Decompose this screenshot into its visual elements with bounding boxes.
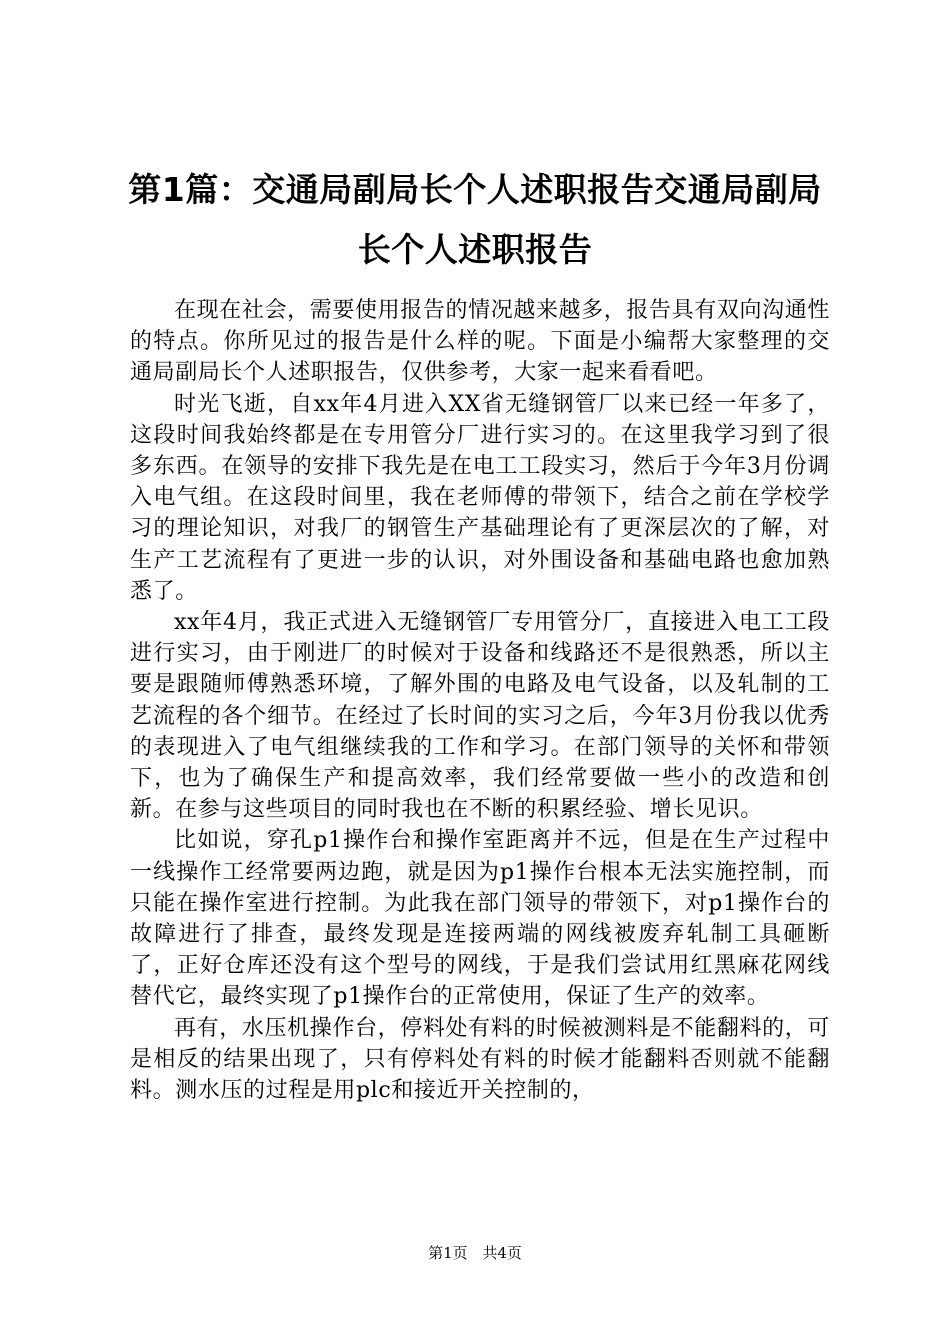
paragraph: xx年4月，我正式进入无缝钢管厂专用管分厂，直接进入电工工段进行实习，由于刚进厂的时候对于设备和线路还不是很熟悉，所以主要是跟随师傅熟悉环境，了解外围的电路及电气设备，以及轧制的工艺流程的各个细节。在经过了长时间的实习之后，今年3月份我以优秀的表现进入了电气组继续我的工作和学习。在部门领导的关怀和带领下，也为了确保生产和提高效率，我们经常要做一些小的改造和创新。在参与这些项目的同时我也在不断的积累经验、增长见识。 xyxy=(130,610,830,823)
document-title: 第1篇：交通局副局长个人述职报告交通局副局长个人述职报告 xyxy=(128,170,822,269)
page-footer xyxy=(0,1243,950,1263)
page-number: 第1页 xyxy=(428,1244,468,1262)
document-body xyxy=(130,295,830,1106)
paragraph: 再有，水压机操作台，停料处有料的时候被测料是不能翻料的，可是相反的结果出现了，只有停料处有料的时候才能翻料否则就不能翻料。测水压的过程是用plc和接近开关控制的， xyxy=(130,1015,830,1104)
paragraph: 比如说，穿孔p1操作台和操作室距离并不远，但是在生产过程中一线操作工经常要两边跑，就是因为p1操作台根本无法实施控制，而只能在操作室进行控制。为此我在部门领导的带领下，对p1操作台的故障进行了排查，最终发现是连接两端的网线被废弃轧制工具砸断了，正好仓库还没有这个型号的网线，于是我们尝试用红黑麻花网线替代它，最终实现了p1操作台的正常使用，保证了生产的效率。 xyxy=(130,828,830,1010)
page-total: 共4页 xyxy=(482,1244,522,1262)
paragraph: 在现在社会，需要使用报告的情况越来越多，报告具有双向沟通性的特点。你所见过的报告是什么样的呢。下面是小编帮大家整理的交通局副局长个人述职报告，仅供参考，大家一起来看看吧。 xyxy=(130,298,830,386)
paragraph: 时光飞逝，自xx年4月进入XX省无缝钢管厂以来已经一年多了，这段时间我始终都是在专用管分厂进行实习的。在这里我学习到了很多东西。在领导的安排下我先是在电工工段实习，然后于今年3月份调入电气组。在这段时间里，我在老师傅的带领下，结合之前在学校学习的理论知识，对我厂的钢管生产基础理论有了更深层次的了解，对生产工艺流程有了更进一步的认识，对外围设备和基础电路也愈加熟悉了。 xyxy=(130,391,830,604)
